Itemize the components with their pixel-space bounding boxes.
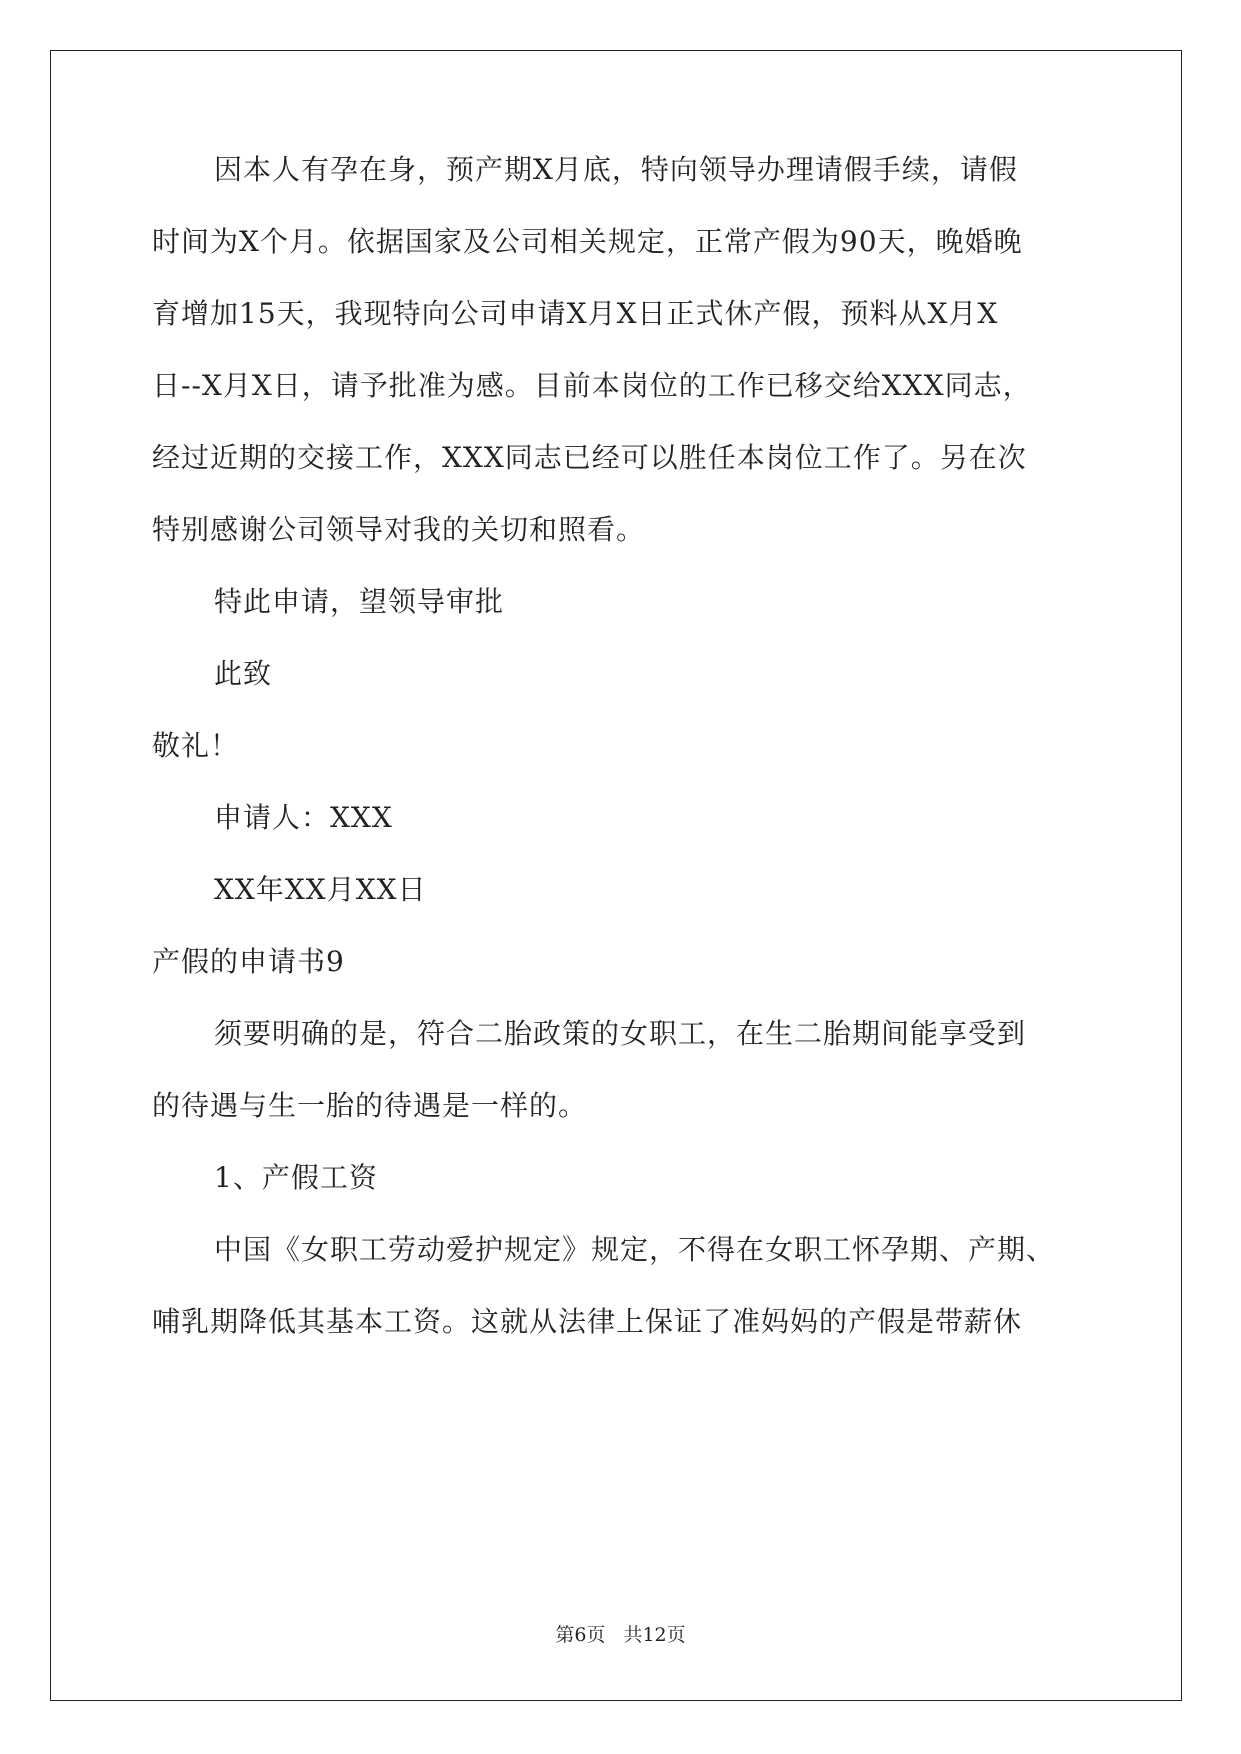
page-number: 第6页 bbox=[555, 1624, 606, 1646]
page-footer bbox=[0, 1620, 1241, 1647]
paragraph-line: 时间为X个月。依据国家及公司相关规定，正常产假为90天，晚婚晚 bbox=[152, 225, 1023, 258]
subheading: 1、产假工资 bbox=[214, 1161, 378, 1194]
paragraph-line: 须要明确的是，符合二胎政策的女职工，在生二胎期间能享受到 bbox=[214, 1017, 1027, 1050]
paragraph-line: 因本人有孕在身，预产期X月底，特向领导办理请假手续，请假 bbox=[214, 153, 1018, 186]
salutation-line: 此致 bbox=[214, 657, 273, 690]
total-pages: 共12页 bbox=[623, 1624, 686, 1646]
paragraph-line: 的待遇与生一胎的待遇是一样的。 bbox=[152, 1089, 588, 1122]
paragraph-line: 经过近期的交接工作，XXX同志已经可以胜任本岗位工作了。另在次 bbox=[152, 441, 1027, 474]
paragraph-line: 育增加15天，我现特向公司申请X月X日正式休产假，预料从X月X bbox=[152, 297, 999, 330]
paragraph-line: 日--X月X日，请予批准为感。目前本岗位的工作已移交给XXX同志， bbox=[152, 369, 1032, 402]
date-line: XX年XX月XX日 bbox=[214, 873, 427, 906]
paragraph-line: 哺乳期降低其基本工资。这就从法律上保证了准妈妈的产假是带薪休 bbox=[152, 1305, 1023, 1338]
paragraph-line: 特别感谢公司领导对我的关切和照看。 bbox=[152, 513, 646, 546]
salutation-line: 敬礼！ bbox=[152, 729, 240, 762]
applicant-line: 申请人：XXX bbox=[214, 801, 393, 834]
section-title: 产假的申请书9 bbox=[152, 945, 345, 978]
paragraph-line: 中国《女职工劳动爱护规定》规定，不得在女职工怀孕期、产期、 bbox=[214, 1233, 1056, 1266]
closing-request-line: 特此申请，望领导审批 bbox=[214, 585, 505, 618]
